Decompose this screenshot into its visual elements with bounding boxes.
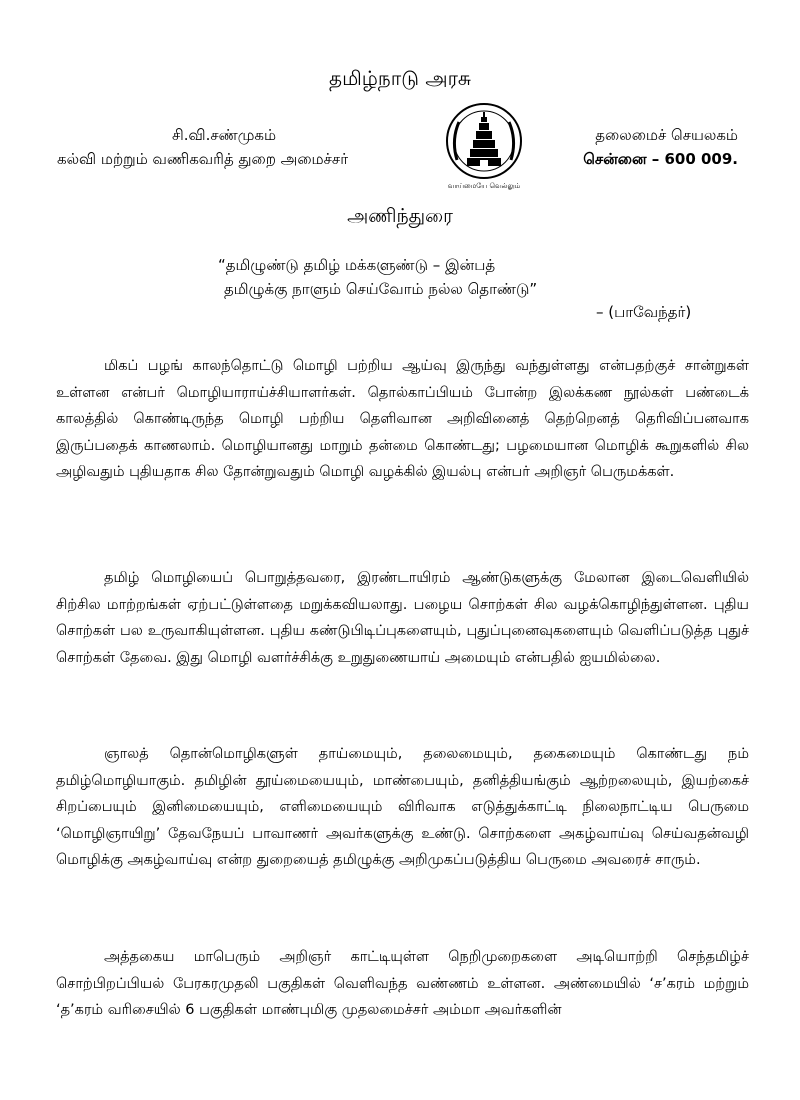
quote-line: தமிழுக்கு நாளும் செய்வோம் நல்ல தொண்டு” [224,280,538,298]
minister-designation: கல்வி மற்றும் வணிகவரித் துறை அமைச்சர் [57,150,349,168]
body-paragraph: தமிழ் மொழியைப் பொறுத்தவரை, இரண்டாயிரம் ஆண்டுகளுக்கு மேலான இடைவெளியில் சிற்சில மாற்றங்கள் ஏற்பட்டுள்ளதை மறுக்கவியலாது. பழைய சொற்கள் சில வழக்கொழிந்துள்ளன. புதிய சொற்கள் பல உருவாகியுள்ளன. புதிய கண்டுபிடிப்புகளையும், புதுப்புனைவுகளையும் வெளிப்படுத்த புதுச் சொற்கள் தேவை. இது மொழி வளர்ச்சிக்கு உறுதுணையாய் அமையும் என்பதில் ஐயமில்லை. [56,570,749,666]
body-paragraph: அத்தகைய மாபெரும் அறிஞர் காட்டியுள்ள நெறிமுறைகளை அடியொற்றி செந்தமிழ்ச் சொற்பிறப்பியல் பேரகரமுதலி பகுதிகள் வெளிவந்த வண்ணம் உள்ளன. அண்மையில் ‘ச’கரம் மற்றும் ‘த’கரம் வரிசையில் 6 பகுதிகள் மாண்புமிகு முதலமைச்சர் அம்மா அவர்களின் [56,949,749,1018]
quote-line: “தமிழுண்டு தமிழ் மக்களுண்டு – இன்பத் [218,256,496,274]
office-name: தலைமைச் செயலகம் [595,126,738,144]
body-paragraph: ஞாலத் தொன்மொழிகளுள் தாய்மையும், தலைமையும், தகைமையும் கொண்டது நம் தமிழ்மொழியாகும். தமிழின் தூய்மையையும், மாண்பையும், தனித்தியங்கும் ஆற்றலையும், இயற்கைச் சிறப்பையும் இனிமையையும், எளிமையையும் விரிவாக எடுத்துக்காட்டி நிலைநாட்டிய பெருமை ‘மொழிஞாயிறு’ தேவநேயப் பாவாணர் அவர்களுக்கு உண்டு. சொற்களை அகழ்வாய்வு செய்வதன்வழி மொழிக்கு அகழ்வாய்வு என்ற துறையைத் தமிழுக்கு அறிமுகப்படுத்திய பெருமை அவரைச் சாரும். [56,746,749,868]
body-paragraph: மிகப் பழங் காலந்தொட்டு மொழி பற்றிய ஆய்வு இருந்து வந்துள்ளது என்பதற்குச் சான்றுகள் உள்ளன என்பர் மொழியாராய்ச்சியாளர்கள். தொல்காப்பியம் போன்ற இலக்கண நூல்கள் பண்டைக் காலத்தில் கொண்டிருந்த மொழி பற்றிய தெளிவான அறிவினைத் தெற்றெனத் தெரிவிப்பனவாக இருப்பதைக் காணலாம். மொழியானது மாறும் தன்மை கொண்டது; பழமையான மொழிக் கூறுகளில் சில அழிவதும் புதியதாக சில தோன்றுவதும் மொழி வழக்கில் இயல்பு என்பர் அறிஞர் பெருமக்கள். [56,358,749,480]
minister-name: சி.வி.சண்முகம் [172,126,277,144]
emblem-motto: வாய்மையே வெல்லும் [447,182,521,190]
preface-heading: அணிந்துரை [347,205,453,227]
tamil-nadu-emblem-icon [437,100,531,194]
quote-attribution: – (பாவேந்தர்) [596,303,692,321]
office-address: சென்னை – 600 009. [583,150,738,168]
government-title: தமிழ்நாடு அரசு [329,66,471,90]
